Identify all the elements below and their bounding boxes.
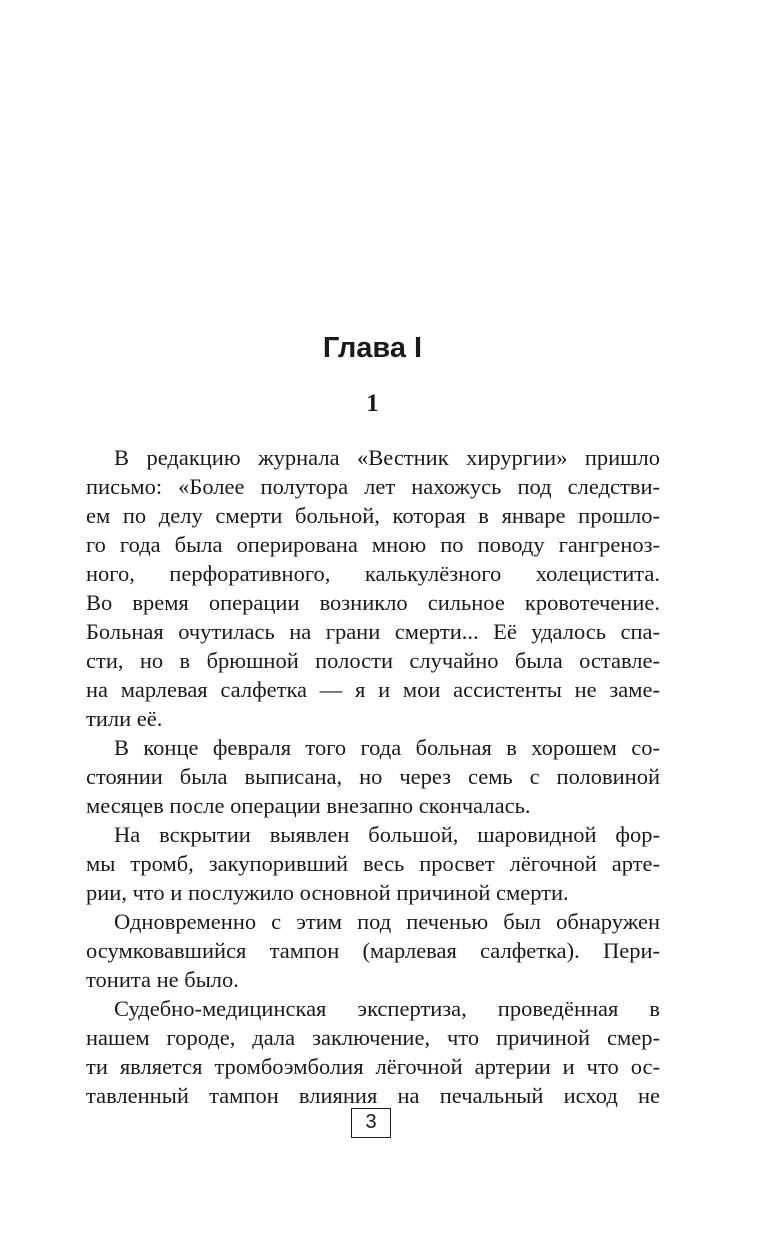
body-text [86, 443, 660, 1110]
text-line: рии, что и послужило основной причиной смерти. [86, 880, 569, 905]
text-line: В конце февраля того года больная в хорошем со- [114, 735, 660, 760]
text-line: тили её. [86, 706, 163, 731]
text-line: сти, но в брюшной полости случайно была оставле- [86, 648, 660, 673]
text-line: ти является тромбоэмболия лёгочной артерии и что ос- [86, 1054, 660, 1079]
text-line: на марлевая салфетка — я и мои ассистенты не заме- [86, 677, 660, 702]
chapter-title: Глава I [322, 332, 423, 364]
text-line: письмо: «Более полутора лет нахожусь под следстви- [86, 474, 660, 499]
section-number: 1 [366, 390, 379, 417]
text-line: осумковавшийся тампон (марлевая салфетка). Пери- [86, 938, 660, 963]
text-line: ного, перфоративного, калькулёзного холецистита. [86, 561, 660, 586]
text-line: стоянии была выписана, но через семь с половиной [86, 764, 660, 789]
text-line: ем по делу смерти больной, которая в январе прошло- [86, 503, 660, 528]
text-line: Судебно-медицинская экспертиза, проведённая в [114, 996, 660, 1021]
text-line: Больная очутилась на грани смерти... Её удалось спа- [86, 619, 660, 644]
text-line: Одновременно с этим под печенью был обнаружен [114, 909, 660, 934]
text-line: го года была оперирована мною по поводу гангренoз- [86, 532, 660, 557]
text-line: На вскрытии выявлен большой, шаровидной фор- [114, 822, 660, 847]
page-number: 3 [351, 1108, 391, 1138]
text-line: нашем городе, дала заключение, что причиной смер- [86, 1025, 660, 1050]
text-line: тонита не было. [86, 967, 239, 992]
text-line: тавленный тампон влияния на печальный исход не [86, 1083, 660, 1108]
text-line: месяцев после операции внезапно скончалась. [86, 793, 531, 818]
text-line: мы тромб, закупоривший весь просвет лёгочной арте- [86, 851, 660, 876]
text-line: Во время операции возникло сильное кровотечение. [86, 590, 660, 615]
text-line: В редакцию журнала «Вестник хирургии» пришло [114, 445, 660, 470]
